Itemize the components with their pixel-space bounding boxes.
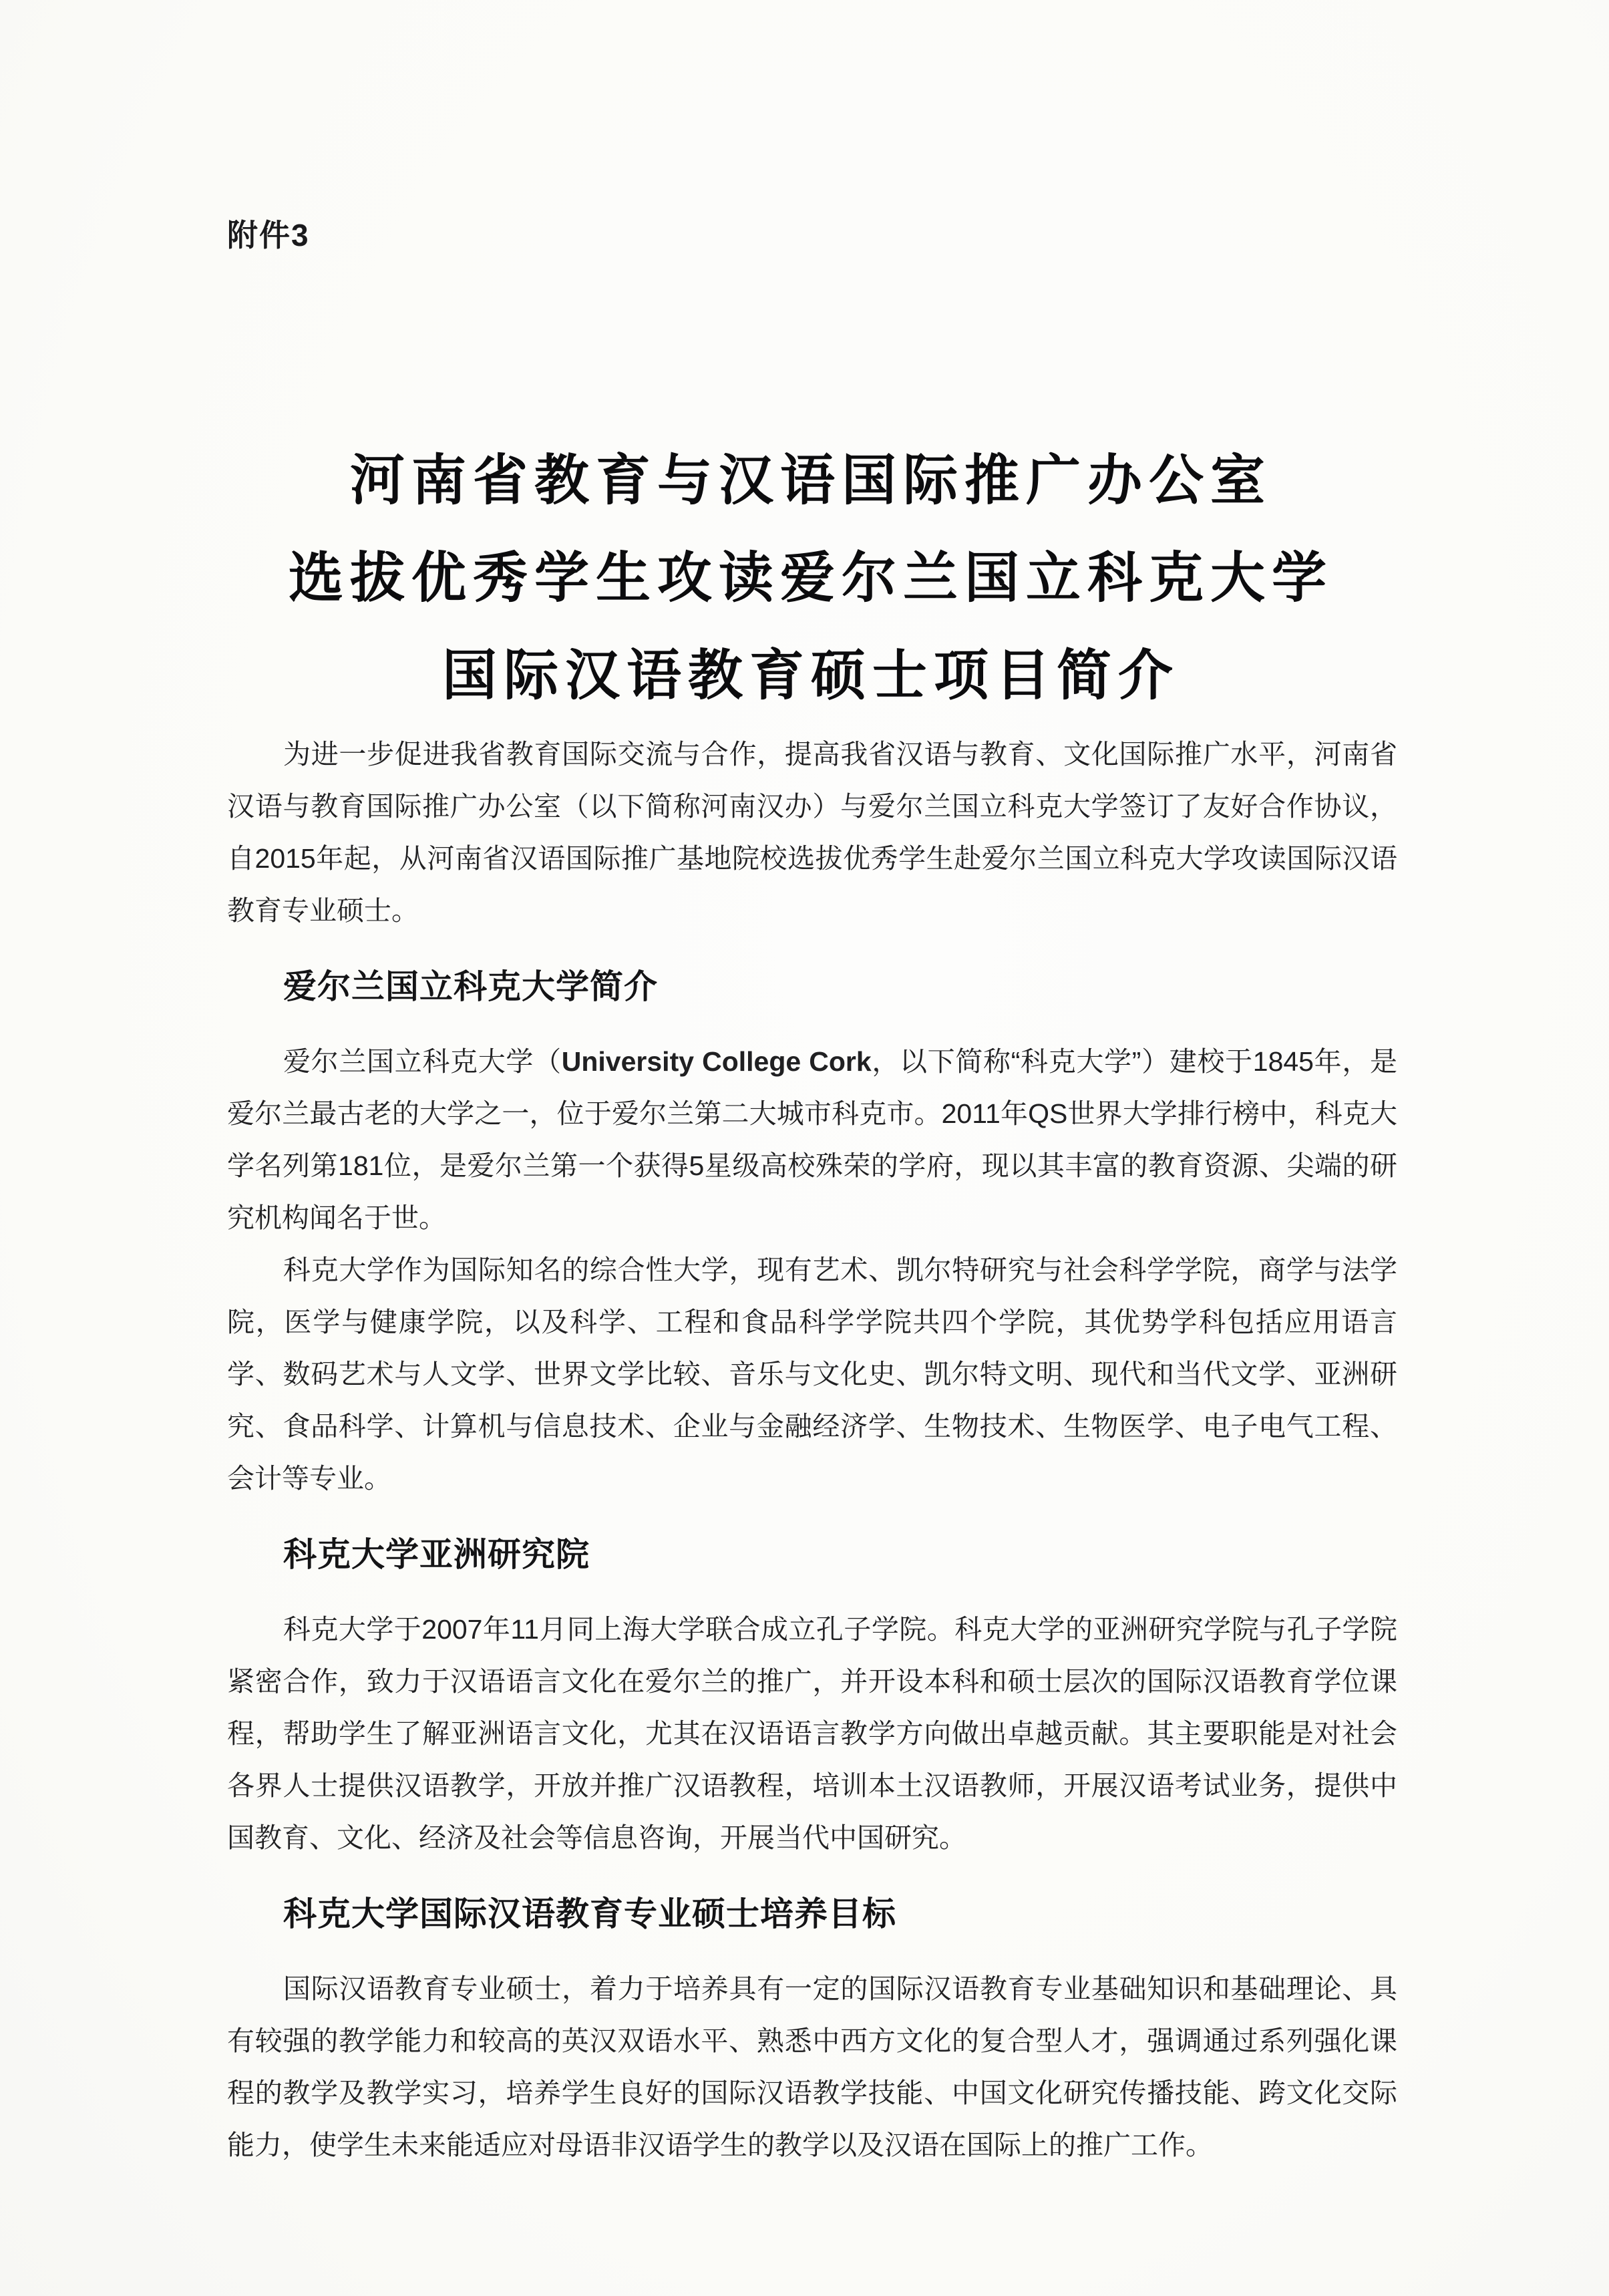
asian-studies-paragraph: 科克大学于2007年11月同上海大学联合成立孔子学院。科克大学的亚洲研究学院与孔子学院紧密合作，致力于汉语语言文化在爱尔兰的推广，并开设本科和硕士层次的国际汉语教育学位课程，帮助学生了解亚洲语言文化，尤其在汉语语言教学方向做出卓越贡献。其主要职能是对社会各界人士提供汉语教学，开放并推广汉语教程，培训本土汉语教师，开展汉语考试业务，提供中国教育、文化、经济及社会等信息咨询，开展当代中国研究。 [227,1614,1397,1853]
heading-masters-training-goals: 科克大学国际汉语教育专业硕士培养目标 [283,1895,896,1933]
ucc-colleges-paragraph: 科克大学作为国际知名的综合性大学，现有艺术、凯尔特研究与社会科学学院，商学与法学院，医学与健康学院，以及科学、工程和食品科学学院共四个学院，其优势学科包括应用语言学、数码艺术与人文学、世界文学比较、音乐与文化史、凯尔特文明、现代和当代文学、亚洲研究、食品科学、计算机与信息技术、企业与金融经济学、生物技术、生物医学、电子电气工程、会计等专业。 [227,1255,1397,1494]
section-asian-studies [227,1534,1397,1864]
document-title-line-3: 国际汉语教育硕士项目简介 [441,645,1180,706]
document-title [220,432,1401,725]
document-title-line-1: 河南省教育与汉语国际推广办公室 [349,450,1272,511]
section-masters-training-goals [227,1893,1397,2171]
ucc-overview-suffix: ，以下简称“科克大学”）建校于1845年，是爱尔兰最古老的大学之一，位于爱尔兰第二大城市科克市。2011年QS世界大学排行榜中，科克大学名列第181位，是爱尔兰第一个获得5星级高校殊荣的学府，现以其丰富的教育资源、尖端的研究机构闻名于世。 [227,1046,1398,1233]
document-body [227,728,1397,2171]
ucc-overview-prefix: 爱尔兰国立科克大学（ [283,1046,562,1077]
attachment-label: 附件3 [227,218,310,253]
heading-ucc-introduction: 爱尔兰国立科克大学简介 [283,968,658,1005]
document-title-line-2: 选拔优秀学生攻读爱尔兰国立科克大学 [288,547,1333,609]
intro-paragraph: 为进一步促进我省教育国际交流与合作，提高我省汉语与教育、文化国际推广水平，河南省汉语与教育国际推广办公室（以下简称河南汉办）与爱尔兰国立科克大学签订了友好合作协议，自2015年起，从河南省汉语国际推广基地院校选拔优秀学生赴爱尔兰国立科克大学攻读国际汉语教育专业硕士。 [227,739,1397,926]
ucc-english-name: University College Cork [561,1046,872,1077]
heading-asian-studies: 科克大学亚洲研究院 [283,1536,590,1573]
masters-goals-paragraph: 国际汉语教育专业硕士，着力于培养具有一定的国际汉语教育专业基础知识和基础理论、具有较强的教学能力和较高的英汉双语水平、熟悉中西方文化的复合型人才，强调通过系列强化课程的教学及教学实习，培养学生良好的国际汉语教学技能、中国文化研究传播技能、跨文化交际能力，使学生未来能适应对母语非汉语学生的教学以及汉语在国际上的推广工作。 [227,1973,1397,2160]
ucc-overview-paragraph [227,1035,1397,1244]
section-ucc-introduction [227,966,1397,1504]
